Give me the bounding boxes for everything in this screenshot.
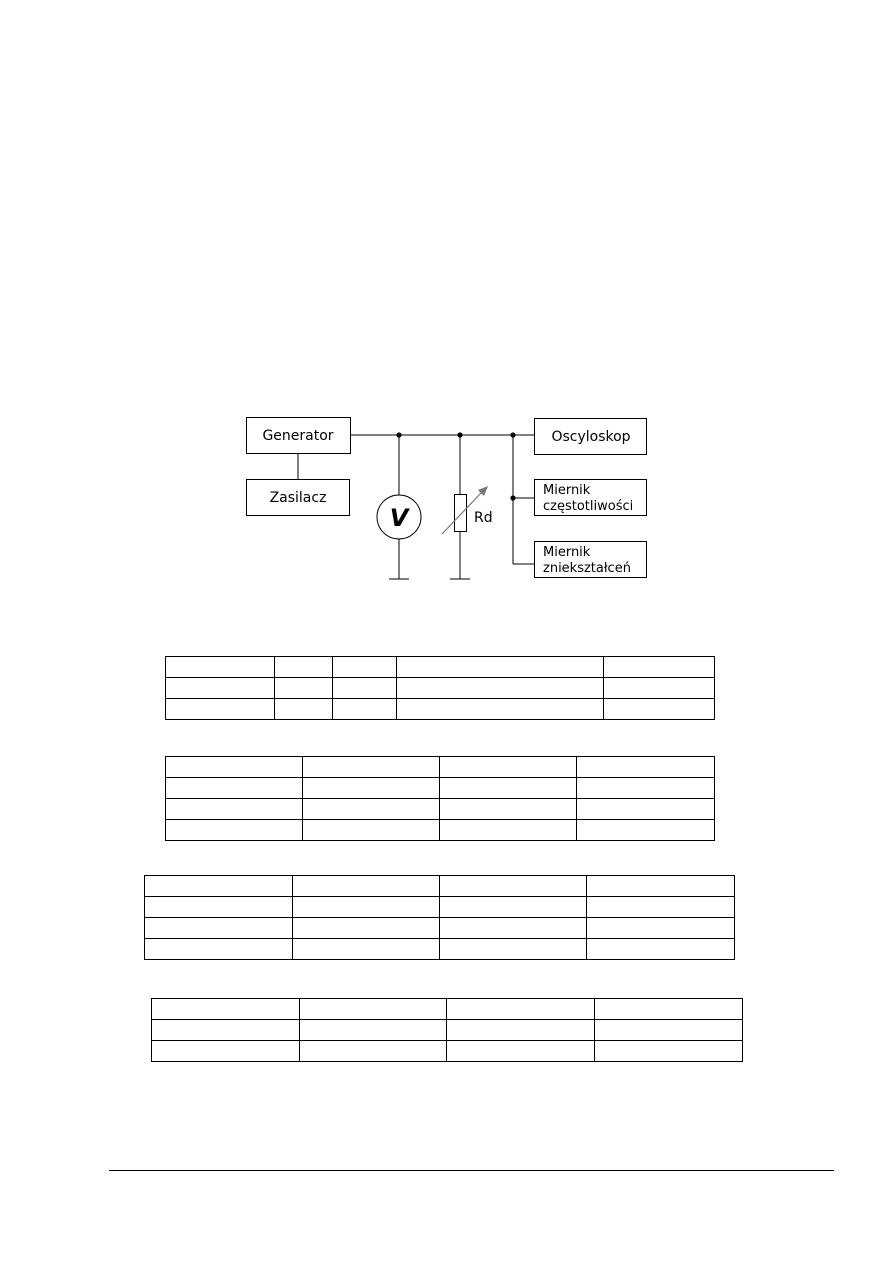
table-cell [440, 897, 587, 918]
data-table-4 [151, 998, 743, 1062]
table-cell [166, 757, 303, 778]
table-row [166, 678, 715, 699]
table-cell [440, 799, 577, 820]
table-cell [333, 699, 397, 720]
table-cell [293, 918, 440, 939]
table-row [166, 820, 715, 841]
table-row [145, 876, 735, 897]
table-cell [145, 876, 293, 897]
measurement-circuit-diagram [0, 0, 893, 620]
table-cell [587, 897, 735, 918]
table-cell [152, 1020, 300, 1041]
table-cell [447, 1020, 595, 1041]
table-row [145, 897, 735, 918]
table-cell [440, 918, 587, 939]
table-cell [397, 657, 604, 678]
miernik-znieksztalcen-label-line2: zniekształceń [543, 561, 631, 576]
miernik-znieksztalcen-label-line1: Miernik [543, 545, 591, 560]
table-cell [595, 999, 743, 1020]
miernik-czestotliwosci-label-line1: Miernik [543, 483, 591, 498]
table-cell [604, 657, 715, 678]
table-cell [577, 820, 715, 841]
table-cell [604, 678, 715, 699]
table-row [166, 799, 715, 820]
table-cell [587, 918, 735, 939]
table-cell [166, 799, 303, 820]
junction-dot [396, 432, 401, 437]
table-cell [300, 999, 447, 1020]
table-cell [447, 999, 595, 1020]
table-cell [293, 897, 440, 918]
table-cell [604, 699, 715, 720]
footer-rule [109, 1170, 834, 1171]
table-cell [577, 778, 715, 799]
table-cell [447, 1041, 595, 1062]
table-row [166, 657, 715, 678]
resistor-rd-label: Rd [474, 510, 493, 526]
junction-dot [510, 495, 515, 500]
table-cell [166, 778, 303, 799]
table-cell [587, 876, 735, 897]
data-table-1 [165, 656, 715, 720]
table-row [145, 939, 735, 960]
table-row [152, 1020, 743, 1041]
table-cell [166, 820, 303, 841]
table-row [166, 699, 715, 720]
oscyloskop-label: Oscyloskop [551, 429, 631, 445]
table-row [166, 778, 715, 799]
generator-label: Generator [262, 428, 334, 444]
table-cell [152, 1041, 300, 1062]
table-cell [303, 778, 440, 799]
table-cell [303, 820, 440, 841]
table-row [145, 918, 735, 939]
miernik-czestotliwosci-label-line2: częstotliwości [543, 499, 634, 514]
table-row [152, 999, 743, 1020]
table-cell [293, 876, 440, 897]
table-cell [440, 778, 577, 799]
table-cell [293, 939, 440, 960]
table-row [166, 757, 715, 778]
table-cell [166, 678, 275, 699]
voltmeter-v-label: V [389, 504, 409, 532]
table-cell [440, 820, 577, 841]
table-cell [300, 1041, 447, 1062]
data-table-2 [165, 756, 715, 841]
table-cell [303, 757, 440, 778]
data-table-3 [144, 875, 735, 960]
table-cell [440, 876, 587, 897]
table-cell [275, 678, 333, 699]
table-cell [595, 1041, 743, 1062]
table-row [152, 1041, 743, 1062]
table-cell [577, 799, 715, 820]
table-cell [595, 1020, 743, 1041]
junction-dot [510, 432, 515, 437]
zasilacz-label: Zasilacz [269, 490, 327, 506]
table-cell [145, 897, 293, 918]
table-cell [145, 918, 293, 939]
table-cell [440, 939, 587, 960]
table-cell [145, 939, 293, 960]
junction-dot [457, 432, 462, 437]
table-cell [275, 657, 333, 678]
table-cell [303, 799, 440, 820]
table-cell [397, 678, 604, 699]
variable-resistor [455, 495, 467, 532]
table-cell [166, 699, 275, 720]
table-cell [166, 657, 275, 678]
table-cell [152, 999, 300, 1020]
table-cell [587, 939, 735, 960]
table-cell [440, 757, 577, 778]
table-cell [300, 1020, 447, 1041]
table-cell [275, 699, 333, 720]
table-cell [333, 678, 397, 699]
table-cell [577, 757, 715, 778]
table-cell [333, 657, 397, 678]
table-cell [397, 699, 604, 720]
